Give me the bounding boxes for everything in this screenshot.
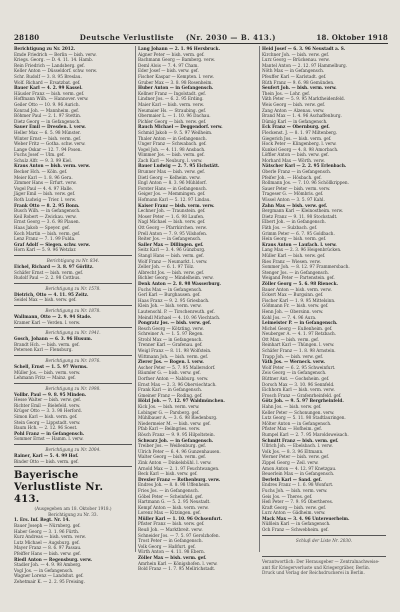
casualty-entry: Trageser G. — Mömbris. gef.: [262, 191, 324, 197]
casualty-entry: Eichel, Richard — 3. 8. 97 Görlitz.: [14, 263, 94, 269]
casualty-entry: Lechner Joh. — Traunstein. gef.: [138, 208, 206, 214]
casualty-entry: Dümig Karl — in Gefangensch.: [262, 118, 328, 124]
casualty-entry: Weis Georg — bish. verw. gef.: [262, 101, 326, 107]
casualty-entry: Petersen Karl — Flensburg.: [14, 347, 73, 353]
casualty-entry: Reiter Jos. — in Gefangensch.: [138, 236, 202, 242]
casualty-entry: Seufert Joh. — bish. verm. verw.: [262, 85, 337, 91]
casualty-entry: Gosch, Johann — 6. 3. 96 Husum.: [14, 336, 93, 342]
casualty-entry: Häusler Franz — bish. verm. gef.: [14, 90, 85, 96]
casualty-entry: Hoffmann Wilh. — Hannover. verw.: [14, 96, 89, 102]
column-3: [262, 46, 386, 564]
casualty-entry: Zink Anton — Dinkelsbühl. l. verw.: [138, 459, 212, 465]
casualty-entry: Mölter Anton — in Gefangensch.: [262, 420, 332, 426]
issue-number: (Nr. 2030 — B. 413.): [185, 32, 276, 42]
casualty-entry: Rein Friedrich — Landsberg. gef.: [14, 62, 85, 68]
imprint-line: Verantwortlich: Der Herausgeber — Zentralnachweise-: [262, 559, 380, 564]
section-rule: [14, 466, 132, 467]
list-subtitle: (Ausgegeben am 18. Oktober 1918.): [34, 506, 112, 512]
casualty-entry: Henn Joh. — Obersinn. verw.: [262, 308, 324, 314]
casualty-entry: Aigner Peter — bish. verm. gef.: [138, 51, 205, 57]
casualty-entry: Arnold Max — 2. 1. 97 Feuchtwangen.: [138, 465, 220, 471]
casualty-entry: Riedl Anton — Regensburg. verw.: [14, 556, 92, 562]
casualty-entry: Koch Martin — bish. verm. gef.: [14, 230, 81, 236]
casualty-entry: Lang Johann — 2. 1. 96 Hersbruck.: [138, 46, 221, 51]
casualty-entry: Kohl Jos. — 7. 4. 96 Aura.: [262, 314, 317, 320]
casualty-entry: Rainer, Karl — 5. 4. 99 Hof.: [14, 453, 79, 459]
casualty-entry: Väth Peter — 5. 9. 95 Marktheidenfeld.: [262, 96, 346, 102]
casualty-entry: Gruber Max — 3. 8. 98 Rosenheim.: [138, 79, 213, 85]
casualty-entry: Kellner Franz — Ingolstadt. gef.: [138, 90, 206, 96]
page-number: 28180: [14, 32, 40, 42]
casualty-entry: Bauer Karl — 4. 2. 99 Kassel.: [14, 85, 83, 91]
casualty-entry: Zahn Max — bish. verw. gef.: [262, 202, 328, 208]
running-title: [80, 33, 276, 42]
casualty-entry: Geis Jos. — Theres. gef.: [262, 493, 313, 499]
casualty-entry: Treiber Jos. — Weißenburg. gef.: [138, 443, 206, 449]
casualty-entry: Fuchs Joh. — bish. verm. verw.: [262, 487, 328, 493]
casualty-entry: Geiler Otto — 10. 9. 96 Aurich.: [14, 101, 80, 107]
casualty-entry: Stangl Hans — bish. verm. gef.: [138, 252, 204, 258]
casualty-entry: Kick Jos. — bish. verm. verw.: [138, 404, 200, 409]
casualty-entry: Becker Hch. — Köln. gef.: [14, 169, 68, 175]
casualty-entry: Stadler Joh. — 4. 9. 98 Amberg.: [14, 562, 82, 568]
casualty-entry: Ascher Peter — 5. 7. 95 Mallersdorf.: [138, 364, 216, 370]
casualty-entry: Schneider Jos. — 7. 5. 97 Gerolzhofen.: [138, 532, 220, 538]
casualty-entry: Nätscher Karl — 2. 2. 95 Erlenbach.: [262, 163, 347, 169]
casualty-entry: Sommer Joh. — 8. 12. 97 Frammersbach.: [262, 264, 350, 270]
casualty-entry: Bichler Georg — Mindelheim. verw.: [138, 275, 214, 281]
casualty-entry: Huber Anton — in Gefangensch.: [138, 85, 214, 91]
section-heading: Berichtigung zu Nr. 1878.: [45, 307, 101, 313]
casualty-entry: Fäth Jos. — Sulzbach. gef.: [262, 225, 318, 230]
casualty-entry: Derleth Karl — Sand. gef.: [262, 476, 322, 482]
casualty-entry: Lurz Anton — Gädheim. verw.: [262, 510, 326, 516]
casualty-entry: Dietz Franz — 9. 11. 98 Stockstadt.: [262, 213, 338, 219]
casualty-entry: Thaler Anton — in Gefangensch.: [138, 135, 207, 141]
casualty-entry: Lenz Franz — 7. 1. 99 Fulda.: [14, 236, 76, 242]
casualty-entry: Forster Hans — in Gefangensch.: [138, 185, 207, 191]
column-divider: [259, 46, 260, 552]
section-rule: [14, 444, 132, 445]
casualty-entry: Thein Jos. — Lohr. gef.: [262, 90, 310, 96]
casualty-entry: Gerl Karl — Burghausen. gef.: [138, 292, 201, 298]
casualty-entry: Niedermeier M. — bish. verw. gef.: [138, 420, 211, 426]
casualty-entry: Schmid Jakob — 9. 5. 97 Weilheim.: [138, 129, 213, 135]
casualty-entry: Moser Peter — 1. 6. 98 Laufen.: [138, 213, 205, 219]
casualty-entry: Richter Emil — Bielefeld. verw.: [14, 402, 81, 408]
casualty-entry: Gmeiner Franz — Roding. gef.: [138, 392, 203, 398]
casualty-entry: Neuberger A. — 4. 1. 97 Retzbach.: [262, 331, 337, 337]
imprint: [262, 556, 386, 576]
casualty-entry: Zöller Georg — 5. 6. 98 Rieneck.: [262, 280, 338, 286]
casualty-entry: Endres Franz — 1. 6. 98 Wonfurt.: [262, 482, 334, 488]
casualty-entry: Seidel Max — bish. verw. gef.: [14, 297, 77, 303]
casualty-entry: Maier Karl — bish. verm. verw.: [138, 101, 205, 107]
casualty-entry: Konrad Joh. — Mannheim. gef.: [14, 107, 80, 113]
casualty-entry: Stenger Jos. — in Gefangensch.: [262, 269, 330, 275]
casualty-entry: Wirth Anton — 4. 11. 98 Ebern.: [138, 549, 205, 555]
section-rule: [14, 255, 132, 256]
casualty-entry: Engl Anton — 8. 3. 96 Mühldorf.: [138, 180, 207, 186]
casualty-entry: Elbert Joh. — in Gefangensch.: [262, 219, 326, 225]
casualty-entry: Lehmann Fritz — Mainz. gef.: [14, 375, 76, 381]
casualty-entry: Sailer Max — Dillingen. gef.: [138, 241, 204, 247]
casualty-entry: Graf Adolf — Siegen. schw. verw.: [14, 241, 91, 247]
casualty-entry: Zimmer Hans — Erfurt. verw.: [14, 180, 77, 186]
list-subtitle: Berichtigung zu Nr. 33.: [48, 511, 98, 517]
casualty-entry: Nöth Max — in Gefangensch.: [262, 68, 325, 74]
section-rule: [14, 327, 132, 328]
casualty-entry: Müller Karl — 1. 10. 96 Ochsenfurt.: [138, 515, 223, 521]
casualty-entry: Zehetmair K. — 2. 2. 95 Freising.: [14, 578, 85, 584]
casualty-entry: Jäger Emil — bish. verw. gef.: [14, 191, 76, 197]
casualty-entry: Ott Max — bish. verm. gef.: [262, 336, 320, 342]
casualty-entry: Vogel Paul — 4. 4. 97 Halle.: [14, 185, 73, 191]
casualty-entry: Lobinger G. — Parsberg. gef.: [138, 409, 200, 415]
section-heading: Berichtigung zu Nr. 1976.: [45, 357, 101, 363]
casualty-entry: Kempf Anton — bish. verm. verw.: [138, 504, 209, 510]
casualty-entry: Leimeister P. — in Gefangensch.: [262, 320, 338, 326]
casualty-entry: Dietz Georg — in Gefangensch.: [14, 118, 81, 124]
casualty-entry: Kraus Anton — Laufach. l. verw.: [262, 241, 337, 247]
column-2: [138, 46, 256, 572]
casualty-entry: Dietrich, Otto — 4. 11. 95 Zeitz.: [14, 291, 89, 297]
casualty-entry: 1. Ers. Inf. Regt. Nr. 14.: [14, 517, 70, 523]
casualty-entry: Amon Anton — 4. 12. 97 Knetzgau.: [262, 465, 337, 471]
casualty-entry: Kirchner Joh. — bish. verw. gef.: [262, 51, 330, 57]
casualty-entry: Denk Anton — 2. 8. 98 Wasserburg.: [138, 280, 222, 286]
casualty-entry: Och Franz — Schwebheim. gef.: [262, 527, 329, 533]
casualty-entry: Kurz Andreas — bish. verm. verw.: [14, 534, 86, 540]
casualty-entry: Obermaier L. — 1. 10. 96 Dachau.: [138, 113, 211, 119]
casualty-entry: Winter Ernst — bish. verm. gef.: [14, 135, 82, 141]
casualty-entry: Bold Franz — 1. 7. 95 Mellrichstadt.: [138, 566, 216, 572]
section-rule: [262, 535, 386, 536]
header-rule: [14, 43, 388, 44]
casualty-entry: Schäfer Ernst — bish. verm. gef.: [14, 269, 84, 275]
casualty-entry: Dietl Georg — Kelheim. verw.: [138, 174, 201, 180]
casualty-entry: Hahn Jos. — bish. verw. gef.: [262, 404, 322, 409]
casualty-entry: Meindl Michael — 4. 10. 96 Viechtach.: [138, 314, 221, 320]
casualty-entry: Pfeifer Joh. — Hösbach. gef.: [262, 174, 322, 180]
casualty-entry: Dorsch Max — 3. 10. 96 Sennfeld.: [262, 381, 335, 387]
casualty-entry: Schreiner A. — 1. 5. 97 Regen.: [138, 331, 204, 337]
casualty-entry: Sommer Ernst — Hamm. l. verw.: [14, 436, 84, 442]
casualty-entry: Büttner Ant. — Gochsheim. gef.: [262, 376, 330, 382]
casualty-entry: Schulz Alfr. — 9. 3. 99 Kiel.: [14, 157, 73, 163]
casualty-entry: Beuerlein Max — in Gefangensch.: [262, 471, 335, 477]
casualty-entry: Stein Georg — Lippstadt. verw.: [14, 419, 81, 425]
casualty-entry: Fuchs Josef — Ulm. gef.: [14, 152, 65, 158]
casualty-entry: Lange Oskar — 12. 7. 94 Posen.: [14, 146, 82, 152]
imprint-line: amt für Kriegerverluste und Kriegergräber, Berlin.: [262, 564, 371, 570]
casualty-entry: Horn Karl — 5. 9. 96 Wetzlar.: [14, 247, 77, 253]
casualty-entry: Wolf. Richard — Ersatzbat. gef.: [14, 79, 81, 85]
casualty-entry: Rüth Franz — 9. 6. 98 Gemünden.: [262, 79, 335, 85]
casualty-entry: Rumpel Karl — 2. 7. 95 Maroldsweisach.: [262, 431, 349, 437]
casualty-entry: Deml Alois — 7. 4. 97 Cham.: [138, 62, 199, 68]
section-heading: Berichtigung zu Nr. 1578.: [45, 285, 101, 291]
casualty-entry: Ernst Max — 2. 3. 96 Oberviechtach.: [138, 381, 217, 387]
casualty-entry: Wittmann Joh. — bish. verm. gef.: [138, 353, 209, 359]
casualty-entry: Weber Fritz — Gotha. schw. verw.: [14, 141, 86, 147]
casualty-entry: Hofmann Karl — 5. 12. 97 Lindau.: [138, 197, 211, 203]
casualty-entry: Werner Peter — bish. verw. gef.: [262, 454, 330, 460]
section-heading: Berichtigung zu Nr. 2004.: [45, 447, 101, 453]
casualty-entry: Prell Anton — 7. 9. 95 Vilshofen.: [138, 230, 208, 236]
casualty-entry: Haas Franz — 9. 2. 95 Griesbach.: [138, 297, 210, 303]
casualty-entry: Frosch Franz — Grafenrheinfeld. gef.: [262, 392, 342, 398]
casualty-entry: Bachmann Georg — Bamberg. verw.: [138, 57, 215, 63]
casualty-entry: Keil Robert — Zwickau. verw.: [14, 213, 77, 219]
casualty-entry: Bauer Ludwig — 2. 7. 95 Eichstätt.: [138, 163, 220, 169]
casualty-entry: Dorfner Anton — Nabburg. verw.: [138, 376, 209, 382]
casualty-entry: Fleckenst. J. — 8. 1. 97 Miltenberg.: [262, 129, 338, 135]
casualty-entry: Lorenz Max — Kitzingen. gef.: [138, 510, 201, 516]
casualty-entry: Zierer Jos. — Bogen. l. verw.: [138, 359, 204, 365]
casualty-entry: Ulrich Peter — 6. 4. 96 Gunzenhausen.: [138, 448, 221, 454]
casualty-entry: Keller Anton — Düsseldorf. schw. verw.: [14, 68, 98, 74]
casualty-entry: Zach Karl — Neuburg. l. verw.: [138, 157, 203, 163]
casualty-entry: Giegerich Jos. — bish. verm. gef.: [262, 135, 332, 141]
casualty-entry: Ries Franz — Wiesen. verw.: [262, 258, 321, 264]
casualty-entry: Rollmann Jos. — 7. 10. 96 Schöllkrippen.: [262, 180, 349, 186]
casualty-entry: Brandt Hch. — bish. verm. gef.: [14, 341, 80, 347]
casualty-entry: Mack Max — 3. 4. 96 Untereuerheim.: [262, 515, 350, 521]
casualty-entry: Nagl Michael — bish. verw. gef.: [138, 219, 206, 225]
casualty-entry: Hock Peter — Klingenberg. l. verw.: [262, 141, 337, 147]
casualty-entry: Rudolf Paul — 2. 2. 98 Cottbus.: [14, 275, 81, 281]
casualty-entry: Pohl Franz — in Gefangensch.: [14, 430, 85, 436]
casualty-entry: Meier Karl — 1. 8. 96 Gera.: [14, 174, 73, 180]
casualty-entry: Grimm Peter — 6. 7. 95 Goldbach.: [262, 230, 335, 236]
casualty-entry: Eder Josef — bish. verw. gef.: [138, 68, 199, 74]
casualty-entry: Emde Friedrich — Berlin — bish. verw.: [14, 51, 97, 57]
casualty-entry: Baum Hch. — 2. 12. 96 Soest.: [14, 425, 78, 431]
casualty-entry: Frank Karl — in Gefangensch.: [138, 387, 203, 393]
casualty-entry: Trapp Joh. — bish. verw. gef.: [262, 353, 324, 359]
casualty-entry: Geiger Jos. — Memmingen. gef.: [138, 191, 206, 197]
casualty-entry: Binder Otto — bish. verm. gef.: [14, 458, 79, 464]
casualty-entry: Wallmann, Otto — 2. 9. 94 Stade.: [14, 313, 92, 319]
section-heading: Berichtigung zu Nr. 834.: [46, 257, 100, 263]
casualty-entry: Schmitt Franz — bish. verm. gef.: [262, 437, 339, 443]
casualty-entry: Morhard Max — Wörth. verw.: [262, 157, 325, 163]
casualty-entry: Busch Wilh. — in Gefangensch.: [14, 208, 81, 214]
section-rule: [14, 283, 132, 284]
casualty-entry: Mayer Franz — 8. 6. 97 Passau.: [14, 545, 82, 551]
casualty-entry: Pfister Max — Hofheim. gef.: [262, 426, 323, 432]
casualty-entry: Lang Max — 2. 3. 96 Heigenbrücken.: [262, 247, 342, 253]
casualty-entry: Eckert Max — Burgsinn. gef.: [262, 292, 324, 298]
casualty-entry: Kramer Karl — Verden. l. verw.: [14, 319, 81, 325]
casualty-entry: Mantel Anton — 2. 12. 97 Hammelburg.: [262, 62, 348, 68]
casualty-entry: Ott Georg — Pfarrkirchen. verw.: [138, 225, 207, 230]
column-divider: [135, 46, 136, 552]
casualty-entry: Volk Georg — Haßfurt. gef.: [138, 543, 196, 549]
casualty-entry: Kraft Georg — bish. verw. gef.: [262, 504, 327, 510]
casualty-entry: Löffler Anton — bish. verw. gef.: [262, 152, 329, 158]
casualty-entry: Neumaier Hs. — Straubing. gef.: [138, 107, 207, 113]
casualty-entry: Oberle Franz — in Gefangensch.: [262, 169, 332, 175]
casualty-entry: Haber Georg — 3. 1. 96 Fürth.: [14, 528, 80, 534]
casualty-entry: Zeller Joh. — 6. 1. 97 Tölz.: [138, 264, 195, 270]
casualty-entry: Vogel Joh. — 4. 11. 98 Ansbach.: [138, 146, 206, 152]
casualty-entry: Reinhart Karl — Thüngen. l. verw.: [262, 342, 335, 348]
casualty-entry: Reuß Joh. — Marktbreit. verw.: [138, 527, 203, 533]
casualty-entry: Keller Peter — Schonungen. verw.: [262, 409, 335, 415]
casualty-entry: Trenner Karl — Grafenau. gef.: [138, 342, 203, 348]
casualty-entry: Lindner Jos. — 6. 2. 95 Erding.: [138, 96, 204, 102]
casualty-entry: Walter Georg — bish. verm. gef.: [138, 454, 207, 460]
casualty-entry: Pfister Franz — bish. verw. gef.: [138, 521, 205, 527]
publication-title: Deutsche Verlustliste: [79, 32, 175, 42]
casualty-entry: Strobl Max — in Gefangensch.: [138, 336, 203, 342]
casualty-entry: Bergmann Karl — Kleinostheim. verw.: [262, 208, 343, 214]
casualty-entry: Wolf Franz — Neumarkt. l. verw.: [138, 258, 208, 264]
casualty-entry: Götz Joh. — 9. 5. 97 Bergrheinfeld.: [262, 398, 344, 404]
casualty-entry: Vollbr. Paul — 9. 8. 95 Minden.: [14, 391, 87, 397]
casualty-entry: Hein Georg — bish. verm. gef.: [262, 236, 327, 242]
casualty-entry: Lutz Michael — Augsburg. gef.: [14, 539, 80, 545]
casualty-entry: Rauch Michael — Deggendorf. verw.: [138, 124, 223, 130]
casualty-entry: Endres Joh. — 8. 8. 98 Uffenheim.: [138, 482, 211, 488]
casualty-entry: Eck Franz — Obernburg. gef.: [262, 124, 330, 130]
column-1: [14, 46, 132, 584]
casualty-entry: Fischer Kaspar — Kempten. l. verw.: [138, 73, 214, 79]
casualty-entry: Hesse Walter — bish. verw. gef.: [14, 397, 82, 403]
casualty-entry: Weigand Peter — Partenstein. gef.: [262, 275, 335, 281]
casualty-entry: Albrecht Jos. — bish. verw. gef.: [138, 269, 205, 275]
casualty-entry: Pongratz Jos. — bish. verw. gef.: [138, 320, 212, 326]
casualty-entry: Zöller Max — bish. verm. gef.: [138, 555, 207, 561]
casualty-entry: Resch Georg — Kötzting. verw.: [138, 325, 204, 331]
casualty-entry: Schell, Ernst — 1. 5. 97 Worms.: [14, 363, 88, 369]
casualty-entry: Wimmer Jos. — bish. verm. gef.: [138, 152, 205, 158]
section-rule: [14, 355, 132, 356]
casualty-entry: Kriegs. Georg. — D. 4. 11. 14. Hamb.: [14, 57, 93, 63]
casualty-entry: Göbel Peter — Scheinfeld. gef.: [138, 493, 203, 499]
casualty-entry: Schr. Rudolf — 3. 8. 95 Breslau.: [14, 73, 82, 79]
casualty-entry: Fries Jos. — in Gefangensch.: [138, 487, 200, 493]
casualty-entry: Wissel Anton — 3. 5. 97 Kahl.: [262, 197, 325, 203]
casualty-entry: Simon Karl — bish. verm. gef.: [14, 414, 78, 420]
casualty-entry: Beck Karl — bish. verw. gef.: [138, 471, 198, 477]
list-title: Bayerische Verlustliste Nr. 413.: [14, 470, 104, 506]
casualty-entry: Sauer Peter — bish. verm. verw.: [262, 185, 331, 191]
casualty-entry: Vogl Jos. — in Gefangensch.: [14, 567, 74, 573]
casualty-entry: Wagner Lorenz — Landshut. gef.: [14, 573, 84, 579]
casualty-entry: Haas Jakob — Speyer. gef.: [14, 225, 70, 230]
casualty-entry: Brunner Max — bish. verw. gef.: [138, 169, 205, 175]
casualty-entry: Pfab Karl — Beilngries. verw.: [138, 426, 201, 432]
issue-date: 18. Oktober 1918: [316, 32, 388, 42]
casualty-entry: Schwarz Joh. — in Gefangensch.: [138, 437, 214, 443]
casualty-entry: Heller Max — 6. 5. 98 Münster.: [14, 129, 81, 135]
casualty-entry: Lautenschl. P. — Tirschenreuth. gef.: [138, 308, 215, 314]
casualty-entry: Schäfer Franz — 1. 8. 98 Arnstein.: [262, 348, 336, 354]
casualty-entry: Heid Josef — 6. 3. 96 Neustadt a. S.: [262, 46, 346, 51]
casualty-entry: Pichler Georg — bish. verw. gef.: [138, 118, 207, 124]
casualty-entry: Klein Joh. — bish. verm. verw.: [138, 303, 202, 309]
casualty-entry: Lutz Georg — 5. 11. 98 Stadtlauringen.: [262, 415, 346, 421]
imprint-rule: [262, 556, 386, 557]
casualty-entry: Volk Jos. — 8. 3. 96 Eltmann.: [262, 448, 324, 454]
section-heading: Berichtigung zu Nr. 1941.: [45, 330, 101, 336]
casualty-entry: Bauer Joseph — Nürnberg. gef.: [14, 523, 81, 528]
casualty-entry: Wolf Peter — 6. 2. 95 Schweinfurt.: [262, 364, 336, 370]
casualty-entry: Berichtigung zu Nr. 2012.: [14, 46, 76, 51]
casualty-entry: Eichhorn Karl — bish. verm. verw.: [262, 387, 335, 393]
casualty-entry: Bäumler G. — bish. verw. gef.: [138, 370, 201, 376]
casualty-entry: Väth Jos. — Werneck. verw.: [262, 359, 325, 365]
casualty-entry: Gößmann Fr. — bish. verw. gef.: [262, 303, 329, 309]
casualty-entry: Weigl Franz — 8. 11. 98 Wolfstein.: [138, 348, 212, 354]
casualty-entry: Amrhein Karl — Königshofen. l. verw.: [138, 560, 218, 566]
casualty-entry: Brand Max — 1. 4. 96 Aschaffenburg.: [262, 113, 342, 119]
casualty-entry: Lurz Georg — Brückenau. verw.: [262, 57, 330, 63]
casualty-entry: Kraus Anton — bish. verm. verw.: [14, 163, 91, 169]
section-rule: [14, 305, 132, 306]
casualty-entry: Sauer Emil — Dresden. l. verw.: [14, 124, 86, 130]
section-heading: Berichtigung zu Nr. 1998.: [45, 385, 101, 391]
casualty-entry: Fuchs Max — in Gefangensch.: [138, 286, 203, 292]
casualty-entry: Zang Anton — Alzenau. verw.: [262, 107, 325, 113]
casualty-entry: Krüger Otto — 3. 3. 98 Herford.: [14, 408, 83, 414]
casualty-entry: Böhmer Paul — 2. 1. 97 Stettin.: [14, 113, 82, 119]
casualty-entry: Unger Franz — Schwabach. gef.: [138, 141, 207, 147]
casualty-entry: Rösch Franz — 9. 9. 95 Hilpoltstein.: [138, 431, 215, 437]
casualty-entry: Zeis Georg — in Gefangensch.: [262, 370, 327, 376]
casualty-entry: Müller Karl — bish. verw. gef.: [262, 252, 326, 258]
casualty-entry: Fischer Karl — 1. 9. 95 Mittelsinn.: [262, 297, 336, 303]
casualty-entry: Hartmann G. — 5. 2. 95 Neustadt.: [138, 499, 211, 505]
casualty-entry: Drexler Franz — Rothenburg. verw.: [138, 476, 221, 482]
casualty-entry: Trost Peter — in Gefangensch.: [138, 538, 203, 544]
casualty-entry: Kaiser Franz — bish. verm. verw.: [138, 202, 215, 208]
casualty-entry: Ullrich Joh. — Ebelsbach. l. verw.: [262, 443, 333, 449]
page-header: [14, 32, 388, 42]
casualty-entry: Roth Ludwig — Trier. l. verw.: [14, 197, 77, 203]
section-heading: Schluß der Liste Nr. 2030.: [295, 537, 353, 543]
casualty-entry: Nüßlein Karl — in Gefangensch.: [262, 521, 331, 527]
section-rule: [14, 383, 132, 384]
casualty-entry: Michel Georg — Eußenheim. gef.: [262, 325, 333, 331]
casualty-entry: Bauer Anton — bish. verm. verw.: [262, 286, 332, 292]
imprint-line: Druck und Verlag der Reichsdruckerei in Berlin.: [262, 570, 365, 576]
casualty-entry: Kunkel Georg — 4. 8. 98 Amorbach.: [262, 146, 339, 152]
casualty-entry: Pfeiffer Hans — bish. verw. gef.: [14, 550, 81, 556]
casualty-entry: Seitz Karl — 3. 4. 96 Günzburg.: [138, 247, 206, 253]
casualty-entry: Hölzl Joh. — 7. 12. 97 Waldmünchen.: [138, 398, 225, 404]
casualty-entry: Ernst Georg — 3. 6. 98 Plauen.: [14, 219, 80, 225]
casualty-entry: Müller Jos. — bish. verm. verw.: [14, 369, 81, 375]
casualty-entry: Frank Otto — 8. 2. 95 Bonn.: [14, 202, 80, 208]
casualty-entry: Mühlbauer A. — 3. 6. 98 Riedenburg.: [138, 415, 218, 421]
casualty-entry: Zippel Georg — Zeil. verw.: [262, 459, 319, 465]
casualty-entry: Pfeuffer Karl — Karlstadt. gef.: [262, 73, 327, 79]
casualty-entry: Heß Peter — 7. 9. 95 Obertheres.: [262, 499, 334, 505]
